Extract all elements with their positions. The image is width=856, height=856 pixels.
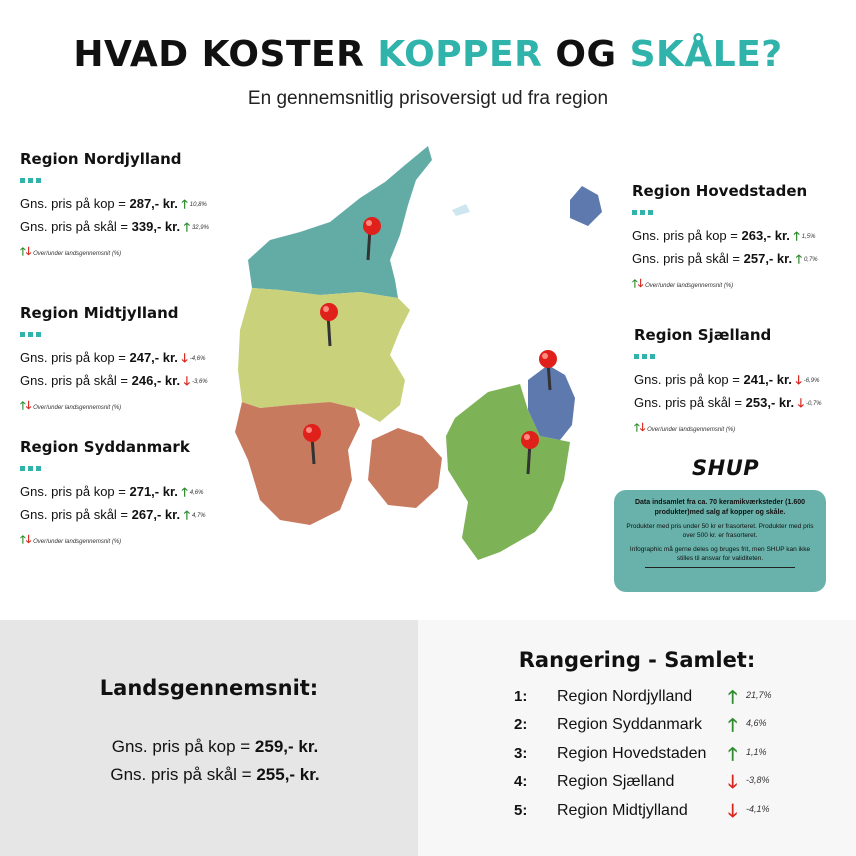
arrow-up-icon: 🡑 [632, 278, 638, 290]
cup-pct: 10,8% [189, 202, 207, 208]
arrow-down-icon: 🡓 [637, 278, 644, 290]
bowl-price-line: Gns. pris på skål = 246,- kr. 🡓 -3,6% [20, 373, 208, 388]
title-accent-kopper: KOPPER [377, 34, 543, 75]
arrow-down-icon: 🡓 [795, 373, 802, 387]
dots-decoration [20, 332, 208, 337]
cup-price: 287,- kr. [129, 196, 178, 211]
arrow-up-icon: 🡑 [728, 687, 738, 707]
arrow-down-icon: 🡓 [25, 534, 32, 546]
rank-region-name: Region Midtjylland [557, 802, 688, 819]
arrow-up-icon: 🡑 [795, 252, 802, 266]
rank-region-name: Region Syddanmark [557, 716, 702, 733]
ranking-row [514, 745, 814, 769]
cup-price-line: Gns. pris på kop = 247,- kr. 🡓 -4,6% [20, 350, 206, 365]
rank-number: 2: [514, 716, 528, 733]
region-card-sjaelland [634, 326, 822, 438]
bowl-pct: 0,7% [803, 257, 818, 263]
cup-price: 241,- kr. [743, 372, 792, 387]
info-note-filter: Produkter med pris under 50 kr er frasorteret. Produkter med pris over 500 kr. er frasorteret. [626, 523, 814, 539]
national-cup-price: 259,- kr. [254, 737, 319, 756]
ranking-row [514, 716, 814, 740]
title-part-2: OG [542, 34, 630, 75]
ranking-row [514, 802, 814, 826]
arrow-up-icon: 🡑 [183, 220, 190, 234]
cup-price-line: Gns. pris på kop = 271,- kr. 🡑 4,6% [20, 484, 204, 499]
info-box [614, 490, 826, 592]
dots-decoration [20, 178, 209, 183]
cup-pct: 4,6% [189, 490, 204, 496]
denmark-map [230, 140, 610, 580]
page-subtitle: En gennemsnitlig prisoversigt ud fra region [247, 88, 609, 109]
bowl-price: 257,- kr. [743, 251, 793, 266]
bowl-price-line: Gns. pris på skål = 253,- kr. 🡓 -0,7% [634, 395, 822, 410]
legend: 🡑🡓 Over/under landsgennemsnit (%) [632, 278, 734, 290]
arrow-up-icon: 🡑 [20, 534, 26, 546]
bowl-price-line: Gns. pris på skål = 267,- kr. 🡑 4,7% [20, 507, 206, 522]
arrow-up-icon: 🡑 [793, 229, 800, 243]
rank-pct: 1,1% [746, 747, 767, 757]
national-bowl-price: 255,- kr. [256, 765, 320, 784]
rank-number: 5: [514, 802, 528, 819]
rank-region-name: Region Sjælland [557, 773, 675, 790]
bowl-pct: 4,7% [191, 513, 206, 519]
region-name: Region Midtjylland [20, 304, 179, 322]
bowl-price: 339,- kr. [131, 219, 181, 234]
arrow-down-icon: 🡓 [639, 422, 646, 434]
arrow-up-icon: 🡑 [181, 197, 188, 211]
arrow-up-icon: 🡑 [181, 485, 188, 499]
region-card-nordjylland [20, 150, 209, 262]
legend: 🡑🡓 Over/under landsgennemsnit (%) [634, 422, 736, 434]
bowl-price: 253,- kr. [745, 395, 795, 410]
region-card-midtjylland [20, 304, 208, 416]
arrow-up-icon: 🡑 [20, 400, 26, 412]
region-name: Region Sjælland [634, 326, 772, 344]
national-cup-line: Gns. pris på kop = 259,- kr. [111, 737, 319, 756]
arrow-up-icon: 🡑 [634, 422, 640, 434]
dots-decoration [20, 466, 206, 471]
info-bold-text: Data indsamlet fra ca. 70 keramikværksteder (1.600 produkter)med salg af kopper og skåle. [634, 499, 806, 516]
arrow-down-icon: 🡓 [797, 396, 804, 410]
shup-logo: SHUP [692, 456, 760, 480]
arrow-down-icon: 🡓 [181, 351, 188, 365]
national-average-title: Landsgennemsnit: [99, 676, 319, 700]
arrow-up-icon: 🡑 [728, 744, 738, 764]
info-note-disclaimer: Infographic må gerne deles og bruges frit, men SHUP kan ikke stilles til ansvar for validiteten. [629, 546, 811, 562]
arrow-down-icon: 🡓 [25, 400, 32, 412]
cup-price: 247,- kr. [129, 350, 178, 365]
title-part-1: HVAD KOSTER [73, 34, 378, 75]
rank-region-name: Region Nordjylland [557, 688, 693, 705]
ranking-title: Rangering - Samlet: [518, 648, 756, 672]
arrow-up-icon: 🡑 [20, 246, 26, 258]
rank-pct: -4,1% [746, 804, 770, 814]
cup-price-line: Gns. pris på kop = 287,- kr. 🡑 10,8% [20, 196, 207, 211]
bowl-price-line: Gns. pris på skål = 257,- kr. 🡑 0,7% [632, 251, 818, 266]
cup-pct: -4,6% [189, 356, 206, 362]
region-card-hovedstaden [632, 182, 818, 294]
bowl-price: 267,- kr. [131, 507, 181, 522]
region-name: Region Syddanmark [20, 438, 190, 456]
region-card-syddanmark [20, 438, 206, 550]
info-divider [645, 567, 795, 568]
map-region-syddanmark [235, 402, 360, 525]
map-region-bornholm [570, 186, 602, 226]
cup-price-line: Gns. pris på kop = 263,- kr. 🡑 1,5% [632, 228, 816, 243]
bowl-price: 246,- kr. [131, 373, 181, 388]
dots-decoration [634, 354, 822, 359]
cup-price-line: Gns. pris på kop = 241,- kr. 🡓 -6,9% [634, 372, 820, 387]
dots-decoration [632, 210, 818, 215]
arrow-down-icon: 🡓 [183, 374, 190, 388]
cup-pct: 1,5% [801, 234, 816, 240]
legend: 🡑🡓 Over/under landsgennemsnit (%) [20, 534, 122, 546]
rank-number: 3: [514, 745, 528, 762]
bowl-pct: 32,9% [191, 225, 209, 231]
rank-pct: -3,8% [746, 775, 770, 785]
national-bowl-line: Gns. pris på skål = 255,- kr. [110, 765, 320, 784]
cup-pct: -6,9% [803, 378, 820, 384]
legend: 🡑🡓 Over/under landsgennemsnit (%) [20, 400, 122, 412]
bowl-pct: -0,7% [805, 401, 822, 407]
cup-price: 271,- kr. [129, 484, 178, 499]
region-name: Region Hovedstaden [632, 182, 808, 200]
cup-price: 263,- kr. [741, 228, 790, 243]
bowl-pct: -3,6% [191, 379, 208, 385]
rank-pct: 4,6% [746, 718, 767, 728]
arrow-down-icon: 🡓 [25, 246, 32, 258]
bowl-price-line: Gns. pris på skål = 339,- kr. 🡑 32,9% [20, 219, 209, 234]
arrow-up-icon: 🡑 [728, 715, 738, 735]
region-name: Region Nordjylland [20, 150, 182, 168]
rank-pct: 21,7% [746, 690, 772, 700]
arrow-down-icon: 🡓 [728, 801, 738, 821]
rank-number: 4: [514, 773, 528, 790]
arrow-up-icon: 🡑 [183, 508, 190, 522]
rank-region-name: Region Hovedstaden [557, 745, 707, 762]
ranking-row [514, 688, 814, 712]
rank-number: 1: [514, 688, 528, 705]
map-island-anholt [452, 204, 470, 216]
map-region-nordjylland [248, 146, 432, 298]
ranking-row [514, 773, 814, 797]
map-region-syddanmark-fyn [368, 428, 442, 508]
page-title [0, 34, 856, 75]
arrow-down-icon: 🡓 [728, 772, 738, 792]
title-accent-skale: SKÅLE? [629, 34, 783, 75]
legend: 🡑🡓 Over/under landsgennemsnit (%) [20, 246, 122, 258]
